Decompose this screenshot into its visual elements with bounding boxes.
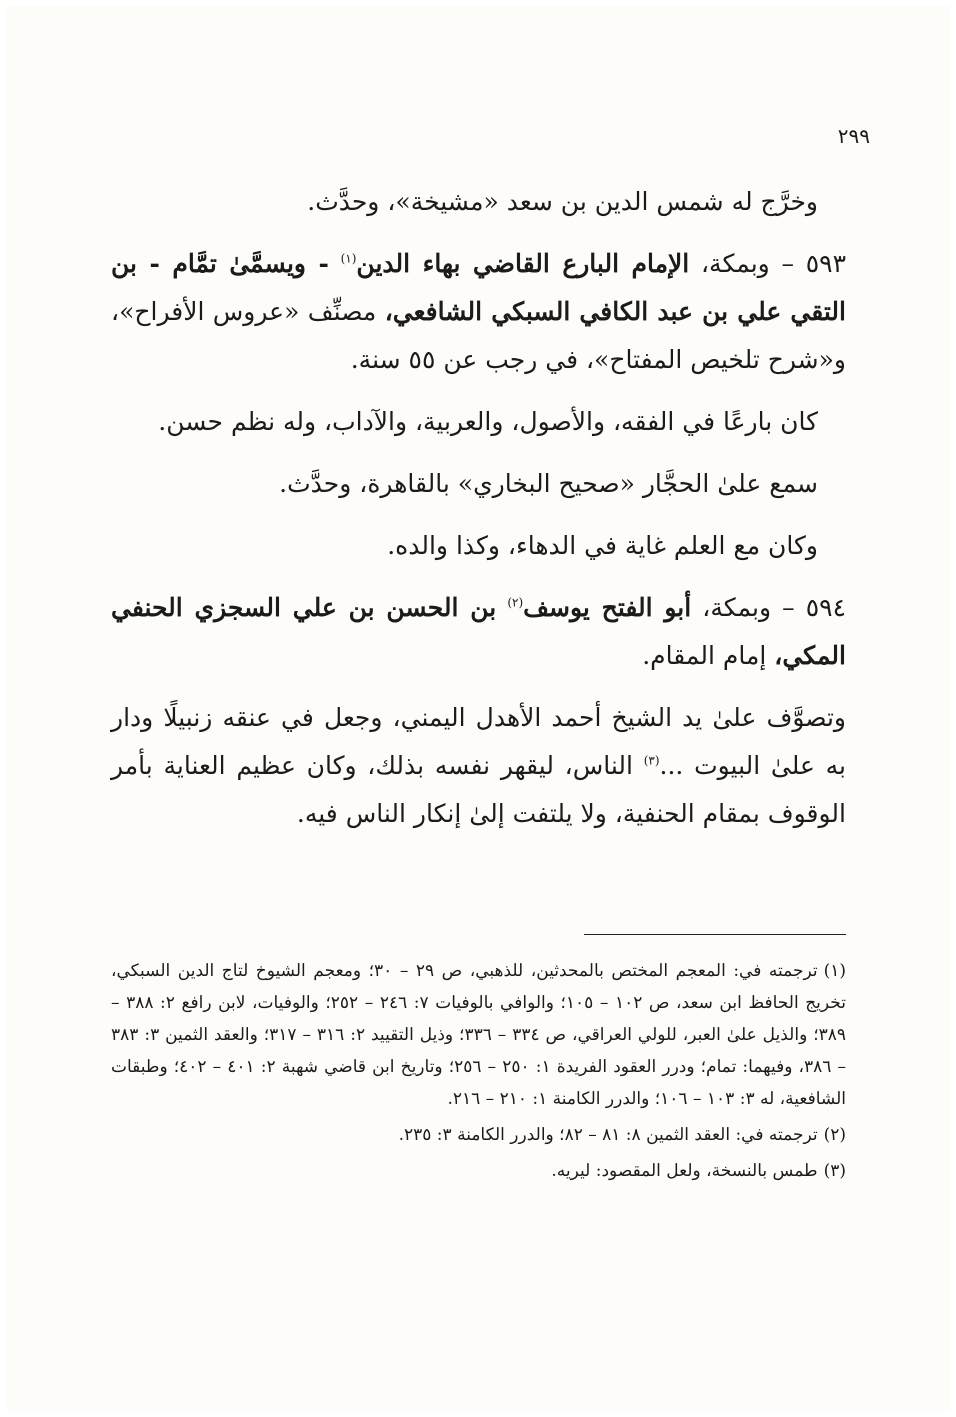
paragraph-sufism-a: وتصوَّف علىٰ يد الشيخ أحمد الأهدل اليمني، وجعل في عنقه زنبيلًا ودار به علىٰ البيوت ... xyxy=(111,703,846,780)
footnote-2 xyxy=(111,1119,846,1151)
entry-594-name: أبو الفتح يوسف xyxy=(523,593,692,622)
main-text xyxy=(111,178,846,852)
entry-593 xyxy=(111,240,846,384)
footnote-2-text: ترجمته في: العقد الثمين ٨: ٨١ – ٨٢؛ والدرر الكامنة ٣: ٢٣٥. xyxy=(398,1125,818,1145)
entry-593-number: ٥٩٣ – xyxy=(781,249,847,278)
entry-593-name-continued: - ويسمَّىٰ تمَّام - بن التقي علي بن عبد الكافي السبكي الشافعي، xyxy=(111,249,846,326)
footnote-ref-3[interactable]: (٣) xyxy=(643,753,660,768)
paragraph-shrewdness: وكان مع العلم غاية في الدهاء، وكذا والده. xyxy=(387,531,818,560)
page-number: ٢٩٩ xyxy=(837,124,870,148)
entry-594-number: ٥٩٤ – xyxy=(782,593,847,622)
footnote-1-text: ترجمته في: المعجم المختص بالمحدثين، للذهبي، ص ٢٩ – ٣٠؛ ومعجم الشيوخ لتاج الدين السبكي، تخريج الحافظ ابن سعد، ص ١٠٢ – ١٠٥؛ والوافي بالوفيات ٧: ٢٤٦ – ٢٥٢؛ والوفيات، لابن رافع ٢: ٣٨٨ – ٣٨٩؛ والذيل علىٰ العبر، للولي العراقي، ص ٣٣٤ – ٣٣٦؛ وذيل التقييد ٢: ٣١٦ – ٣١٧؛ والعقد الثمين ٣: ٣٨٣ – ٣٨٦، وفيهما: تمام؛ ودرر العقود الفريدة ١: ٢٥٠ – ٢٥٦؛ وتاريخ ابن قاضي شهبة ٢: ٤٠١ – ٤٠٢؛ وطبقات الشافعية، له ٣: ١٠٣ – ١٠٦؛ والدرر الكامنة ١: ٢١٠ – ٢١٦. xyxy=(111,961,847,1109)
entry-594-rest: إمام المقام. xyxy=(642,641,767,670)
footnote-1-number: (١) xyxy=(823,961,846,981)
paragraph-knowledge: كان بارعًا في الفقه، والأصول، والعربية، والآداب، وله نظم حسن. xyxy=(158,407,818,436)
footnote-ref-1[interactable]: (١) xyxy=(340,251,357,266)
footnote-3-text: طمس بالنسخة، ولعل المقصود: ليريه. xyxy=(551,1161,818,1181)
footnotes xyxy=(111,955,846,1191)
footnote-divider xyxy=(584,934,846,935)
entry-593-name: الإمام البارع القاضي بهاء الدين xyxy=(356,249,690,278)
paragraph-sufism xyxy=(111,694,846,838)
footnote-1 xyxy=(111,955,846,1115)
entry-594-name-continued: بن الحسن بن علي السجزي الحنفي المكي، xyxy=(111,593,846,670)
footnote-3-number: (٣) xyxy=(823,1161,846,1181)
footnote-ref-2[interactable]: (٢) xyxy=(507,595,524,610)
entry-593-rest: مصنِّف «عروس الأفراح»، و«شرح تلخيص المفتاح»، في رجب عن ٥٥ سنة. xyxy=(111,297,846,374)
entry-594 xyxy=(111,584,846,680)
entry-594-intro: وبمكة، xyxy=(702,593,772,622)
paragraph-hearing: سمع علىٰ الحجَّار «صحيح البخاري» بالقاهرة، وحدَّث. xyxy=(279,469,818,498)
entry-593-intro: وبمكة، xyxy=(700,249,770,278)
footnote-3 xyxy=(111,1155,846,1187)
paragraph-sufism-b: الناس، ليقهر نفسه بذلك، وكان عظيم العناية بأمر الوقوف بمقام الحنفية، ولا يلتفت إلىٰ إنكار الناس فيه. xyxy=(111,751,846,828)
paragraph-mashyakha: وخرَّج له شمس الدين بن سعد «مشيخة»، وحدَّث. xyxy=(307,187,818,216)
footnote-2-number: (٢) xyxy=(823,1125,846,1145)
